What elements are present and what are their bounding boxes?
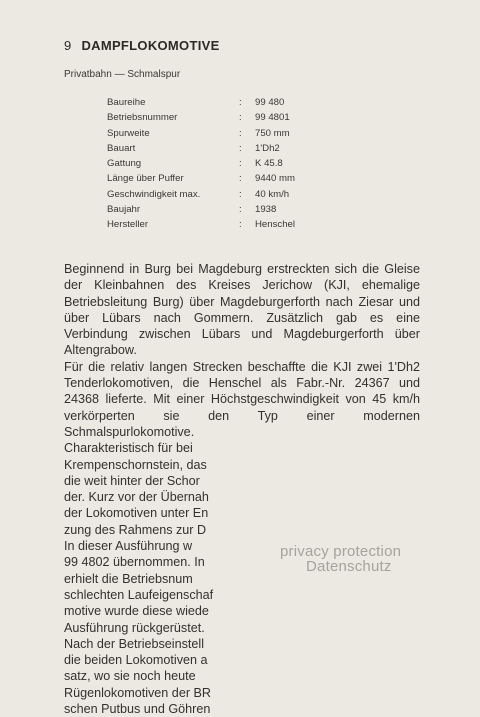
spec-colon: : <box>239 112 242 124</box>
spec-label: Spurweite <box>107 127 150 139</box>
spec-row <box>107 202 367 217</box>
paragraph: der Lokomotiven unter En <box>64 506 209 521</box>
paragraph: In dieser Ausführung w <box>64 539 193 554</box>
paragraph: erhielt die Betriebsnum <box>64 571 193 586</box>
spec-label: Länge über Puffer <box>107 173 184 185</box>
spec-row <box>107 171 367 186</box>
paragraph: Ausführung rückgerüstet. <box>64 620 205 635</box>
paragraph: schlechten Laufeigenschaf <box>64 587 214 602</box>
paragraph: satz, wo sie noch heute <box>64 669 196 684</box>
paragraph: Charakteristisch für bei <box>64 441 193 456</box>
paragraph: die weit hinter der Schor <box>64 473 200 488</box>
paragraph: Krempenschornstein, das <box>64 457 207 472</box>
spec-row <box>107 126 367 141</box>
page-title: DAMPFLOKOMOTIVE <box>81 38 220 53</box>
paragraph: motive wurde diese wiede <box>64 604 209 619</box>
page-subtitle: Privatbahn — Schmalspur <box>64 69 181 80</box>
spec-colon: : <box>239 204 242 216</box>
paragraph: Rügenlokomotiven der BR <box>64 685 212 700</box>
spec-row <box>107 217 367 232</box>
paragraph: Beginnend in Burg bei Magdeburg erstreckten sich die Gleise der Kleinbahnen des Kreises Jerichow (KJI, ehemalige Betriebsleitung Burg) über Magdeburgerforth nach Ziesar und über Lübars nach Gommern. Zusätzlich gab es eine Verbindung zwischen Lübars und Magdeburgerforth über Altengrabow. <box>64 262 420 358</box>
spec-colon: : <box>239 127 242 139</box>
spec-row <box>107 187 367 202</box>
privacy-mask-top <box>200 424 420 438</box>
spec-colon: : <box>239 188 242 200</box>
spec-value: 40 km/h <box>255 188 290 200</box>
paragraph: 99 4802 übernommen. In <box>64 555 205 570</box>
paragraph: der. Kurz vor der Übernah <box>64 490 209 505</box>
paragraph: zung des Rahmens zur D <box>64 522 207 537</box>
spec-colon: : <box>239 173 242 185</box>
spec-label: Bauart <box>107 142 136 154</box>
spec-value: 1938 <box>255 204 277 216</box>
spec-value: K 45.8 <box>255 158 283 170</box>
paragraph: Nach der Betriebseinstell <box>64 636 205 651</box>
section-number: 9 <box>64 38 72 53</box>
paragraph: die beiden Lokomotiven a <box>64 653 208 668</box>
spec-colon: : <box>239 158 242 170</box>
spec-label: Geschwindigkeit max. <box>107 188 201 200</box>
watermark-line-2: Datenschutz <box>306 558 392 575</box>
spec-label: Baujahr <box>107 204 141 216</box>
watermark-line-1: privacy protection <box>280 543 402 560</box>
paragraph: Für die relativ langen Strecken beschaffte die KJI zwei 1'Dh2 Tenderlokomotiven, die Henschel als Fabr.-Nr. 24367 und 24368 lieferte. Mit einer Höchstgeschwindigkeit von 45 km/h verkörperten sie den Typ einer modernen Schmalspurlokomotive. <box>64 359 420 439</box>
spec-row <box>107 95 367 110</box>
paragraph: schen Putbus und Göhren <box>64 702 211 717</box>
spec-value: 9440 mm <box>255 173 295 185</box>
spec-value: 99 4801 <box>255 112 290 124</box>
spec-label: Gattung <box>107 158 142 170</box>
spec-value: 750 mm <box>255 127 290 139</box>
spec-value: 1'Dh2 <box>255 142 280 154</box>
spec-value: 99 480 <box>255 97 285 108</box>
spec-colon: : <box>239 219 242 231</box>
spec-colon: : <box>239 97 242 108</box>
spec-row <box>107 141 367 156</box>
spec-label: Betriebsnummer <box>107 112 178 124</box>
privacy-watermark <box>280 544 401 574</box>
spec-value: Henschel <box>255 219 295 231</box>
spec-label: Baureihe <box>107 97 146 108</box>
spec-row <box>107 110 367 125</box>
spec-row <box>107 156 367 171</box>
spec-colon: : <box>239 142 242 154</box>
spec-table <box>107 95 367 233</box>
page-heading <box>64 38 220 53</box>
spec-label: Hersteller <box>107 219 149 231</box>
